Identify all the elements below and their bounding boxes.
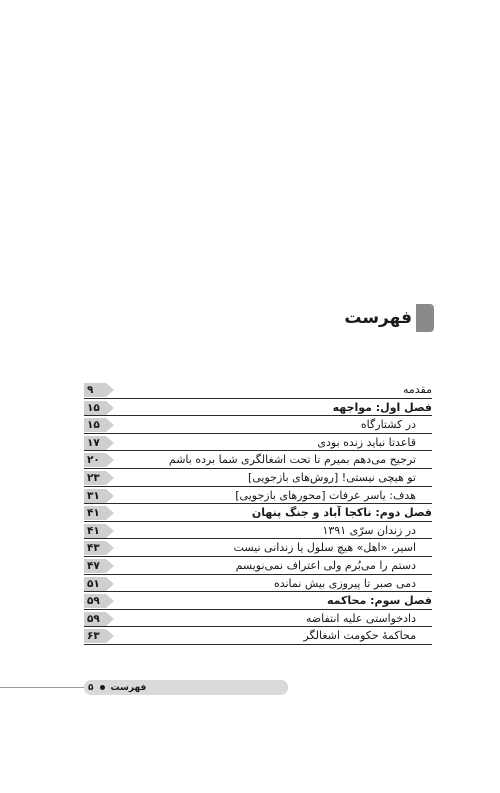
toc-row [84,592,432,610]
toc-entry-title: فصل اول: مواجهه [332,400,432,414]
toc-page-number: ۲۰ [87,454,100,467]
toc-row [84,434,432,452]
toc-row [84,487,432,505]
toc-row [84,504,432,522]
toc-entry-title: دستم را می‌بُرم ولی اعتراف نمی‌نویسم [235,558,416,572]
toc-row [84,557,432,575]
footer-rule [0,687,86,688]
toc-row [84,399,432,417]
toc-page-number: ۴۷ [87,559,100,572]
toc-row [84,381,432,399]
toc-entry-title: دمی صبر تا پیروزی بیش نمانده [273,576,416,590]
toc-entry-title: هدف: یاسر عرفات [محورهای بازجویی] [235,488,416,502]
toc-heading-text: فهرست [344,308,412,328]
toc-page-number: ۲۳ [87,471,100,484]
toc-page-number: ۶۳ [87,630,100,643]
toc-page-number: ۵۹ [87,612,100,625]
toc-heading [344,304,434,332]
toc-row [84,539,432,557]
footer-label [88,680,146,695]
toc-entry-title: مقدمه [402,383,432,396]
toc-row [84,522,432,540]
toc-entry-title: دادخواستی علیه انتفاضه [305,611,416,625]
toc-page-number: ۹ [87,384,94,396]
toc-row [84,627,432,645]
toc-page-number: ۴۳ [87,542,100,555]
toc-row [84,451,432,469]
toc-page-number: ۵۹ [87,595,100,608]
toc-page-number: ۴۱ [87,524,100,537]
toc-page-number: ۱۵ [87,419,100,432]
toc-entry-title: در کشتارگاه [360,418,416,432]
toc-entry-title: فصل سوم: محاکمه [326,594,432,608]
toc-page-number: ۱۷ [87,436,100,449]
toc-entry-title: در زندان سرّی ۱۳۹۱ [322,523,416,537]
toc-entry-title: ترجیح می‌دهم بمیرم تا تحت اشغالگری شما برده باشم [168,453,416,467]
toc-row [84,575,432,593]
footer-section-title: فهرست [110,682,147,693]
table-of-contents [84,381,432,645]
toc-entry-title: محاکمهٔ حکومت اشغالگر [303,629,416,643]
toc-page-number: ۵۱ [87,577,100,590]
toc-row [84,469,432,487]
toc-row [84,610,432,628]
toc-entry-title: تو هیچی نیستی! [روش‌های بازجویی] [247,470,416,484]
heading-tab-marker [416,304,434,332]
toc-page-number: ۱۵ [87,401,100,414]
toc-page-number: ۳۱ [87,489,100,502]
toc-row [84,416,432,434]
toc-entry-title: فصل دوم: ناکجا آباد و جنگ پنهان [251,506,432,520]
toc-page-number: ۴۱ [87,507,100,520]
toc-entry-title: قاعدتا نباید زنده بودی [317,435,416,449]
footer-dot-icon [100,685,105,690]
toc-entry-title: اسیر، «اهل» هیچ سلول یا زندانی نیست [233,541,416,555]
footer-page-number: ۵ [88,682,94,693]
